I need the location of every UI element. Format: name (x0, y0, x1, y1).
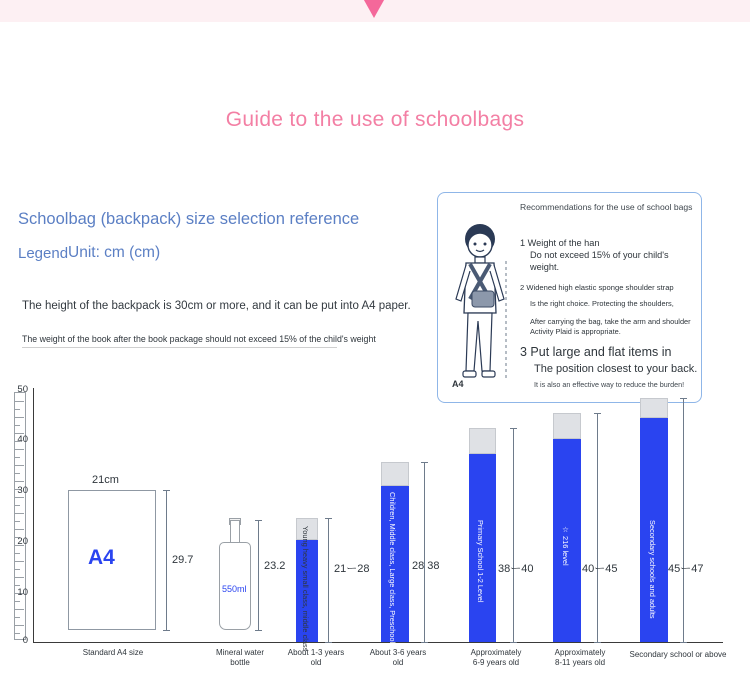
category-label-a4: Standard A4 size (82, 648, 144, 657)
down-arrow-icon (355, 0, 393, 18)
bottle-height-dimension (258, 520, 259, 630)
bar-cap-8-11-years (553, 413, 581, 439)
y-tick-0: 0 (22, 635, 28, 646)
child-figure-illustration (446, 221, 518, 393)
dim-6-9-years (513, 428, 514, 642)
dim-8-11-years (597, 413, 598, 642)
dim-tick-3-6-top (421, 462, 428, 463)
note-underline (22, 347, 337, 348)
value-label-8-11-years: 40ー45 (582, 563, 618, 575)
dim-tick-8-11-bottom (594, 642, 601, 643)
bar-text-1-3-years: Young heavy small class, middle class (301, 526, 310, 652)
value-label-a4: 29.7 (172, 554, 194, 566)
section-title: Schoolbag (backpack) size selection reference (18, 210, 360, 228)
dim-secondary (683, 398, 684, 642)
recommendation-panel (437, 192, 702, 403)
bar-cap-6-9-years (469, 428, 496, 454)
a4-width-label: 21cm (92, 474, 119, 486)
recommendation-item2-body2: After carrying the bag, take the arm and shoulder Activity Plaid is appropriate. (530, 317, 691, 336)
bar-text-secondary: Secondary schools and adults (648, 520, 657, 619)
y-tick-50: 50 (17, 384, 28, 395)
category-label-8-11-years: Approximately 8-11 years old (554, 648, 606, 667)
y-axis (33, 388, 34, 642)
dim-tick-6-9-top (510, 428, 517, 429)
page-title: Guide to the use of schoolbags (225, 108, 525, 131)
legend-unit: Unit: cm (cm) (68, 244, 161, 261)
recommendation-item1-body: Do not exceed 15% of your child's weight. (530, 250, 669, 272)
dim-tick-1-3-bottom (325, 642, 332, 643)
recommendation-item2-body1: Is the right choice. Protecting the shoulders, (530, 299, 674, 308)
value-label-bottle: 23.2 (264, 560, 286, 572)
value-label-3-6-years: 28 38 (412, 560, 440, 572)
dim-tick-8-11-top (594, 413, 601, 414)
mineral-water-bottle (219, 520, 251, 630)
top-pink-band (0, 0, 750, 22)
note-weight: The weight of the book after the book package should not exceed 15% of the child's weight (22, 334, 376, 344)
legend-label: Legend (18, 245, 69, 262)
bar-text-6-9-years: Primary School 1-2 Level (476, 520, 485, 603)
recommendation-item1-heading: 1 Weight of the han (520, 238, 600, 248)
figure-caption: A4 (452, 379, 464, 389)
bar-cap-3-6-years (381, 462, 409, 486)
recommendation-item3-note: It is also an effective way to reduce the burden! (534, 380, 685, 389)
x-axis (33, 642, 723, 643)
recommendation-item2-heading: 2 Widened high elastic sponge shoulder strap (520, 283, 674, 292)
dim-tick-3-6-bottom (421, 642, 428, 643)
size-comparison-chart (0, 380, 750, 670)
a4-dim-tick-bottom (163, 630, 170, 631)
dim-tick-1-3-top (325, 518, 332, 519)
category-label-bottle: Mineral water bottle (215, 648, 264, 667)
bottle-volume-label: 550ml (222, 584, 247, 594)
bottle-dim-tick-top (255, 520, 262, 521)
bar-text-8-11-years: ☆ 216 level (561, 525, 570, 566)
y-tick-40: 40 (17, 434, 28, 445)
bar-text-3-6-years: Children, Middle class, Large class, Preschool class (388, 492, 397, 663)
category-label-6-9-years: Approximately 6-9 years old (470, 648, 522, 667)
a4-dim-tick-top (163, 490, 170, 491)
dim-tick-6-9-bottom (510, 642, 517, 643)
y-tick-10: 10 (17, 587, 28, 598)
value-label-6-9-years: 38ー40 (498, 563, 534, 575)
dim-tick-secondary-top (680, 398, 687, 399)
note-height: The height of the backpack is 30cm or more, and it can be put into A4 paper. (22, 300, 411, 312)
a4-sheet-text: A4 (88, 546, 115, 569)
dim-tick-secondary-bottom (680, 642, 687, 643)
value-label-secondary: 45ー47 (668, 563, 704, 575)
category-label-secondary: Secondary school or above (629, 650, 727, 659)
y-tick-30: 30 (17, 485, 28, 496)
ruler-icon (14, 392, 26, 640)
recommendation-item3-body: The position closest to your back. (534, 363, 698, 375)
a4-height-dimension (166, 490, 167, 630)
recommendation-title: Recommendations for the use of school bags (520, 202, 693, 212)
category-label-3-6-years: About 3-6 years old (369, 648, 427, 667)
bar-cap-secondary (640, 398, 668, 418)
category-label-1-3-years: About 1-3 years old (287, 648, 345, 667)
dim-1-3-years (328, 518, 329, 642)
recommendation-item3-heading: 3 Put large and flat items in (520, 345, 672, 359)
y-tick-20: 20 (17, 536, 28, 547)
bottle-neck (230, 520, 240, 544)
bottle-dim-tick-bottom (255, 630, 262, 631)
dim-3-6-years (424, 462, 425, 642)
value-label-1-3-years: 21ー28 (334, 563, 370, 575)
